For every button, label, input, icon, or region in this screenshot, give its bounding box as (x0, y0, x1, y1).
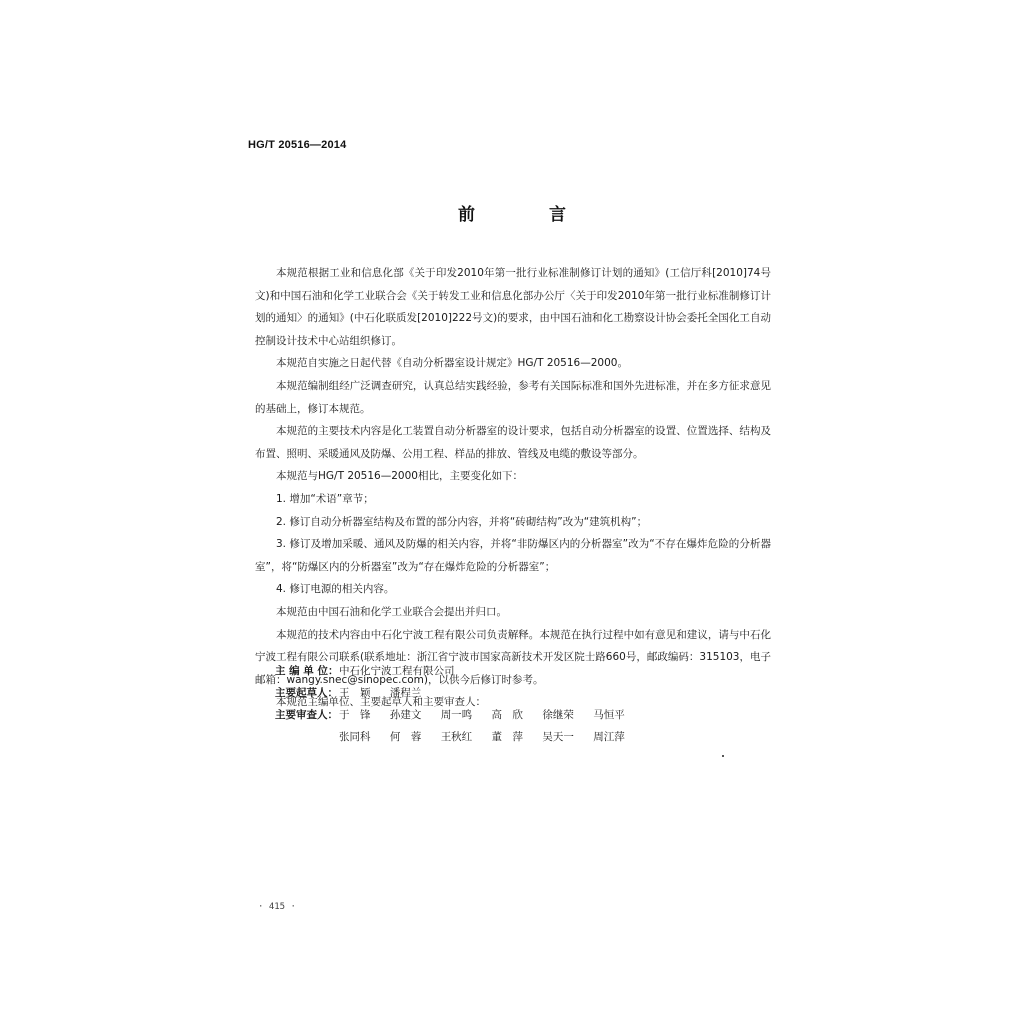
staff-list (275, 660, 641, 748)
chief-unit-row (275, 660, 641, 682)
reviewer-name: 高 欣 (491, 709, 524, 721)
reviewer-name: 于 锋 (339, 709, 371, 721)
paragraph: 本规范主编单位、主要起草人和主要审查人： (276, 696, 486, 709)
paragraph: 本规范与HG/T 20516—2000相比，主要变化如下： (276, 470, 523, 483)
reviewers-label: 主要审查人： (275, 709, 338, 721)
change-item: 4. 修订电源的相关内容。 (276, 583, 395, 596)
reviewer-name: 吴天一 (542, 731, 574, 743)
paragraph: 本规范的技术内容由中石化宁波工程有限公司负责解释。本规范在执行过程中如有意见和建议，请与中石化宁波工程有限公司联系(联系地址：浙江省宁波市国家高新技术开发区院士路660号，邮政编码：315103，电子邮箱：wangy.snec@sinopec.com)，以供今后修订时参考。 (255, 628, 771, 686)
paragraph: 本规范自实施之日起代替《自动分析器室设计规定》HG/T 20516—2000。 (276, 357, 628, 370)
reviewer-name: 周一鸣 (440, 709, 473, 721)
reviewer-name: 董 萍 (491, 731, 524, 743)
reviewer-name: 王秋红 (440, 731, 473, 743)
paragraph: 本规范的主要技术内容是化工装置自动分析器室的设计要求，包括自动分析器室的设置、位置选择、结构及布置、照明、采暖通风及防爆、公用工程、样品的排放、管线及电缆的敷设等部分。 (255, 425, 771, 460)
drafters-row (275, 682, 641, 704)
reviewer-name: 徐继荣 (542, 709, 574, 721)
reviewers-names (339, 704, 641, 726)
paragraph: 本规范根据工业和信息化部《关于印发2010年第一批行业标准制修订计划的通知》(工信厅科[2010]74号文)和中国石油和化学工业联合会《关于转发工业和信息化部办公厅〈关于印发2010年第一批行业标准制修订计划的通知〉的通知》(中石化联质发[2010]222号文)的要求，由中国石油和化工勘察设计协会委托全国化工自动控制设计技术中心站组织修订。 (255, 267, 771, 347)
page-number: · 415 · (258, 902, 296, 912)
drafter-name: 潘程兰 (389, 687, 422, 699)
reviewer-name: 周江萍 (593, 731, 625, 743)
reviewer-name: 张同科 (339, 731, 371, 743)
change-item: 1. 增加“术语”章节； (276, 492, 374, 505)
drafter-name: 王 颖 (339, 687, 371, 699)
preface-body (255, 262, 771, 714)
reviewers-row-2 (275, 726, 641, 748)
page-title: 前 言 (458, 205, 600, 225)
standard-code: HG/T 20516—2014 (248, 139, 347, 151)
change-item: 3. 修订及增加采暖、通风及防爆的相关内容，并将“非防爆区内的分析器室”改为“不存在爆炸危险的分析器室”，将“防爆区内的分析器室”改为“存在爆炸危险的分析器室”； (255, 538, 771, 573)
reviewer-name: 马恒平 (593, 709, 625, 721)
drafters-names (339, 682, 437, 704)
paragraph: 本规范编制组经广泛调查研究，认真总结实践经验，参考有关国际标准和国外先进标准，并在多方征求意见的基础上，修订本规范。 (255, 379, 771, 415)
reviewer-name: 何 蓉 (389, 731, 422, 743)
reviewer-name: 孙建文 (389, 709, 422, 721)
chief-unit-name: 中石化宁波工程有限公司 (339, 665, 455, 677)
chief-unit-label: 主 编 单 位： (275, 665, 339, 677)
change-item: 2. 修订自动分析器室结构及布置的部分内容，并将“砖砌结构”改为“建筑机构”； (276, 515, 648, 528)
scan-speck (722, 755, 724, 757)
reviewers-names (339, 726, 641, 748)
reviewers-row (275, 704, 641, 726)
paragraph: 本规范由中国石油和化学工业联合会提出并归口。 (276, 605, 507, 618)
drafters-label: 主要起草人： (275, 687, 338, 699)
